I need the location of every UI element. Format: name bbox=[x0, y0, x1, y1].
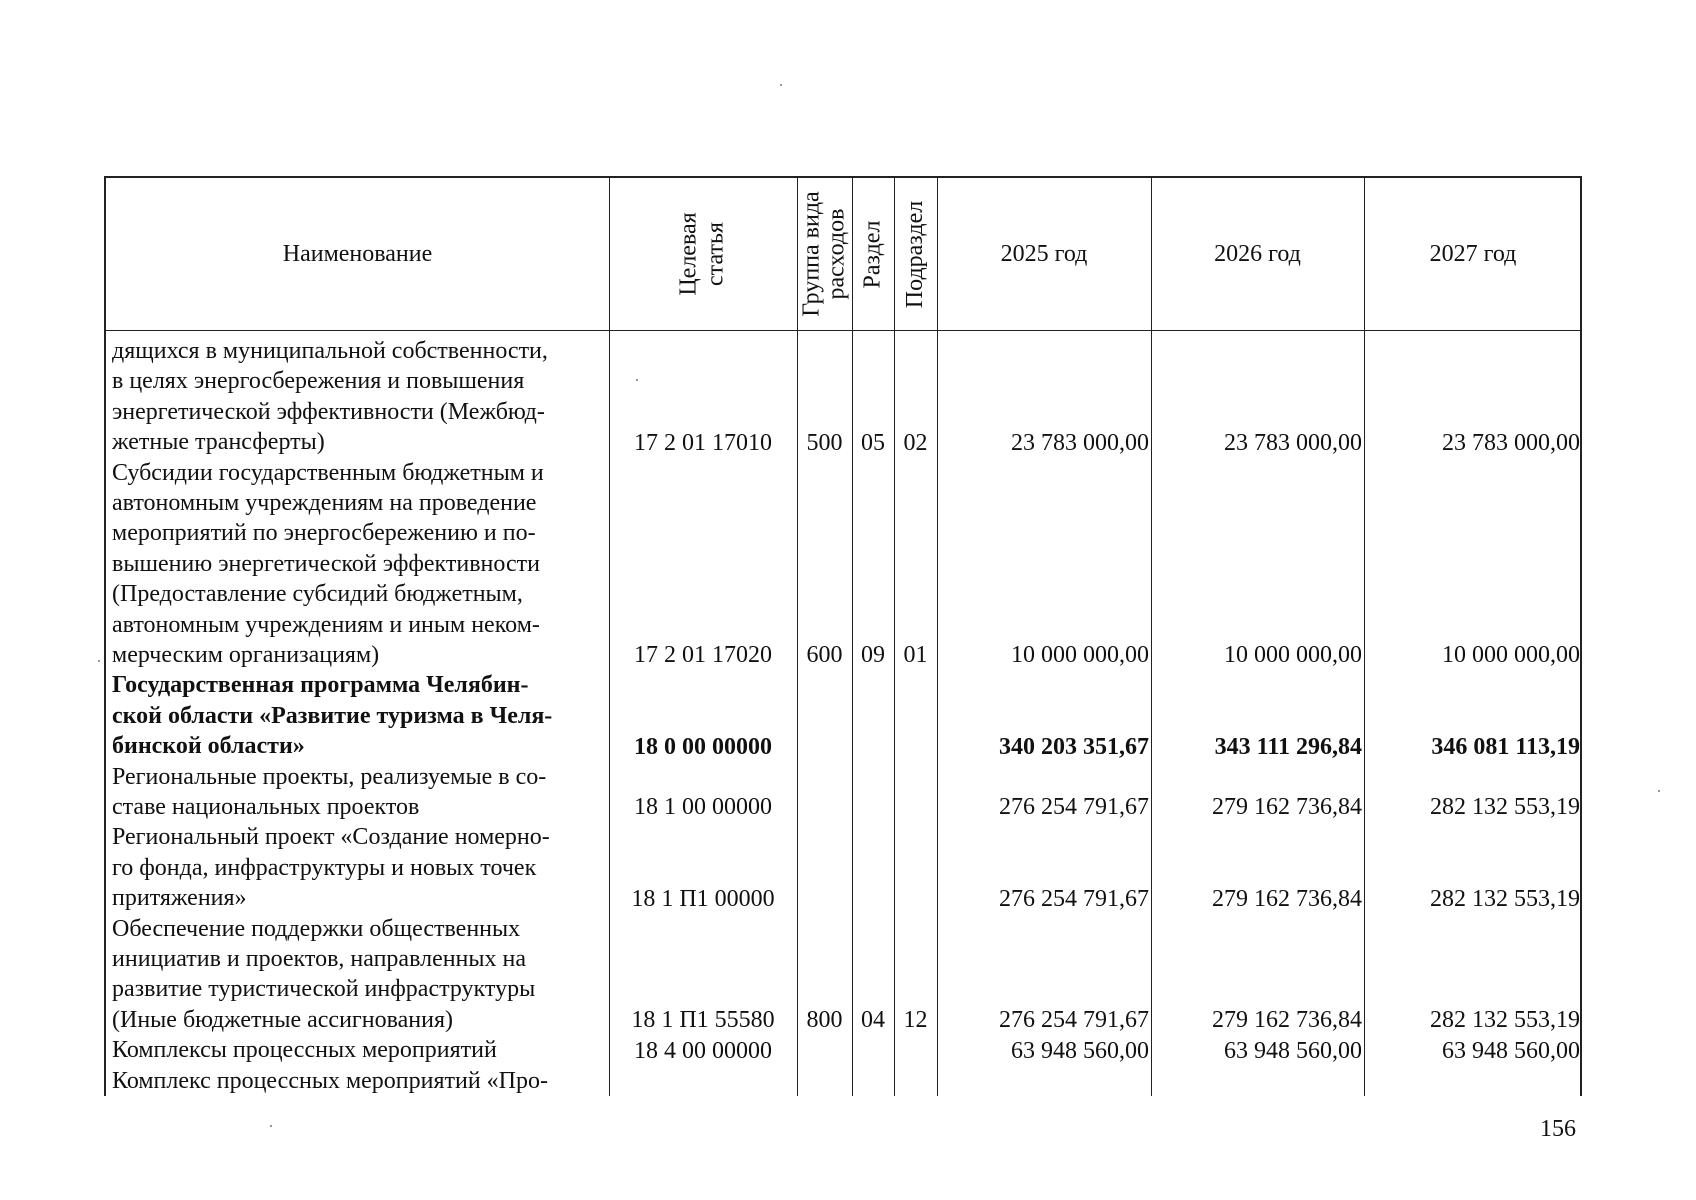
cell-v2026: 279 162 736,84 bbox=[1212, 1007, 1362, 1034]
scan-speck bbox=[780, 84, 782, 86]
cell-v2026: 279 162 736,84 bbox=[1212, 885, 1362, 912]
row-name-line: жетные трансферты) bbox=[112, 429, 325, 456]
cell-code: 17 2 01 17010 bbox=[634, 429, 772, 456]
row-name-line: Субсидии государственным бюджетным и bbox=[112, 459, 544, 486]
header-name bbox=[106, 178, 609, 330]
header-2025 bbox=[937, 178, 1151, 330]
row-name-line: го фонда, инфраструктуры и новых точек bbox=[112, 854, 537, 881]
cell-section: 09 bbox=[861, 642, 885, 669]
header-target bbox=[609, 178, 797, 330]
header-divider bbox=[106, 330, 1580, 331]
row-name-line: энергетической эффективности (Межбюд- bbox=[112, 398, 545, 425]
header-subsection-label: Подраздел bbox=[902, 200, 929, 308]
row-name-line: (Предоставление субсидий бюджетным, bbox=[112, 581, 523, 608]
row-name-line: притяжения» bbox=[112, 885, 247, 912]
cell-v2025: 340 203 351,67 bbox=[999, 733, 1149, 760]
cell-group: 800 bbox=[806, 1007, 843, 1034]
row-name-line: в целях энергосбережения и повышения bbox=[112, 368, 525, 395]
row-name bbox=[112, 822, 612, 913]
header-2026 bbox=[1151, 178, 1364, 330]
scan-speck bbox=[98, 660, 100, 662]
row-name-line: развитие туристической инфраструктуры bbox=[112, 976, 536, 1003]
row-name-line: инициатив и проектов, направленных на bbox=[112, 946, 527, 972]
table-row bbox=[106, 1035, 1584, 1065]
row-name-line: Региональный проект «Создание номерно- bbox=[112, 824, 550, 851]
row-name-line: бинской области» bbox=[112, 733, 305, 760]
cell-sub: 01 bbox=[903, 642, 928, 669]
cell-v2025: 10 000 000,00 bbox=[1011, 642, 1149, 669]
row-name bbox=[112, 1035, 612, 1065]
cell-v2027: 282 132 553,19 bbox=[1430, 1007, 1580, 1034]
header-target-line: статья bbox=[702, 222, 729, 286]
page-number: 156 bbox=[1540, 1116, 1576, 1142]
row-name-line: дящихся в муниципальной собственности, bbox=[112, 338, 548, 364]
row-name-line: Комплекс процессных мероприятий «Про- bbox=[112, 1067, 549, 1094]
table-row bbox=[106, 914, 1584, 1036]
header-2025-label: 2025 год bbox=[1000, 241, 1088, 267]
table-row bbox=[106, 336, 1584, 458]
row-name-line: вышению энергетической эффективности bbox=[112, 550, 540, 577]
header-section bbox=[852, 178, 894, 330]
row-name bbox=[112, 1066, 612, 1096]
header-target-line: Целевая bbox=[675, 212, 702, 296]
cell-v2026: 343 111 296,84 bbox=[1214, 733, 1362, 760]
cell-sub: 02 bbox=[903, 429, 928, 456]
cell-section: 04 bbox=[861, 1007, 885, 1034]
cell-code: 18 1 П1 00000 bbox=[631, 885, 775, 912]
row-name-line: автономным учреждениям на проведение bbox=[112, 490, 537, 516]
table-row bbox=[106, 458, 1584, 671]
row-name-line: автономным учреждениям и иным неком- bbox=[112, 611, 540, 638]
row-name bbox=[112, 670, 612, 761]
cell-sub: 12 bbox=[903, 1007, 928, 1034]
row-name bbox=[112, 458, 612, 671]
row-name bbox=[112, 762, 612, 823]
cell-code: 18 1 П1 55580 bbox=[631, 1007, 775, 1034]
cell-v2027: 63 948 560,00 bbox=[1442, 1037, 1580, 1064]
scan-speck bbox=[636, 379, 638, 381]
row-name bbox=[112, 336, 612, 458]
cell-v2027: 346 081 113,19 bbox=[1431, 733, 1580, 760]
cell-code: 18 0 00 00000 bbox=[634, 733, 772, 760]
row-name-line: Государственная программа Челябин- bbox=[112, 672, 529, 699]
row-name-line: ской области «Развитие туризма в Челя- bbox=[112, 702, 553, 729]
cell-v2025: 276 254 791,67 bbox=[999, 885, 1149, 912]
row-name-line: ставе национальных проектов bbox=[112, 794, 420, 820]
scan-speck bbox=[1658, 790, 1660, 792]
row-name bbox=[112, 914, 612, 1036]
cell-v2025: 23 783 000,00 bbox=[1011, 429, 1149, 456]
cell-code: 18 4 00 00000 bbox=[634, 1037, 772, 1064]
cell-v2026: 23 783 000,00 bbox=[1224, 429, 1362, 456]
row-name-line: мерческим организациям) bbox=[112, 642, 380, 669]
header-group-label bbox=[800, 191, 850, 316]
cell-code: 18 1 00 00000 bbox=[634, 794, 772, 821]
cell-v2026: 279 162 736,84 bbox=[1212, 794, 1362, 821]
cell-v2025: 63 948 560,00 bbox=[1011, 1037, 1149, 1064]
header-subsection bbox=[894, 178, 937, 330]
cell-section: 05 bbox=[861, 429, 885, 456]
table-row bbox=[106, 1066, 1584, 1096]
cell-v2025: 276 254 791,67 bbox=[999, 1007, 1149, 1034]
header-target-label bbox=[676, 212, 730, 295]
table-row bbox=[106, 762, 1584, 823]
row-name-line: Региональные проекты, реализуемые в со- bbox=[112, 763, 547, 790]
header-group-line: Группа вида bbox=[798, 191, 825, 317]
header-2027-label: 2027 год bbox=[1429, 241, 1517, 267]
scan-speck bbox=[270, 1125, 272, 1127]
cell-group: 600 bbox=[806, 642, 843, 669]
header-group-line: расходов bbox=[823, 208, 850, 300]
table-row bbox=[106, 822, 1584, 913]
cell-group: 500 bbox=[806, 429, 843, 456]
header-2026-label: 2026 год bbox=[1214, 241, 1301, 267]
header-section-label: Раздел bbox=[859, 220, 886, 288]
cell-v2026: 63 948 560,00 bbox=[1224, 1037, 1362, 1064]
cell-v2025: 276 254 791,67 bbox=[999, 794, 1149, 821]
row-name-line: мероприятий по энергосбережению и по- bbox=[112, 520, 536, 547]
row-name-line: Обеспечение поддержки общественных bbox=[112, 915, 521, 942]
cell-v2027: 23 783 000,00 bbox=[1442, 429, 1580, 456]
header-name-label: Наименование bbox=[282, 241, 433, 267]
cell-v2027: 10 000 000,00 bbox=[1442, 642, 1580, 669]
header-2027 bbox=[1364, 178, 1582, 330]
cell-v2027: 282 132 553,19 bbox=[1430, 885, 1580, 912]
cell-v2026: 10 000 000,00 bbox=[1224, 642, 1362, 669]
cell-v2027: 282 132 553,19 bbox=[1430, 794, 1580, 821]
row-name-line: Комплексы процессных мероприятий bbox=[112, 1037, 497, 1064]
row-name-line: (Иные бюджетные ассигнования) bbox=[112, 1006, 453, 1033]
budget-table bbox=[104, 176, 1582, 1096]
table-row bbox=[106, 670, 1584, 761]
header-group bbox=[797, 178, 852, 330]
cell-code: 17 2 01 17020 bbox=[634, 642, 772, 669]
